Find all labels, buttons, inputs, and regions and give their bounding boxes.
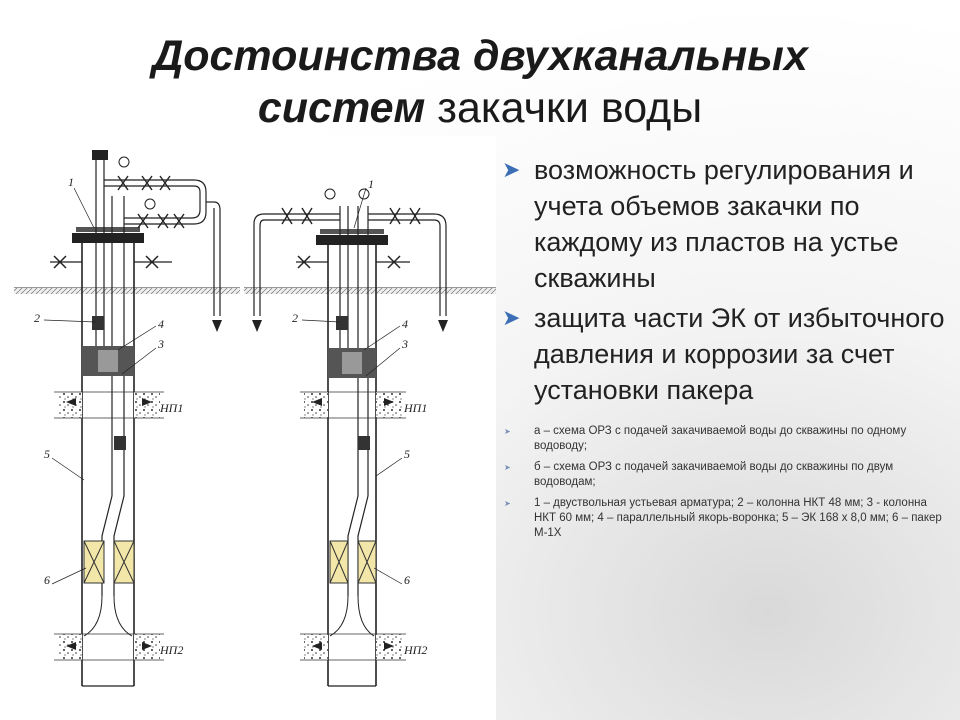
note-item xyxy=(500,460,950,490)
note-text: 1 – двуствольная устьевая арматура; 2 – колонна НКТ 48 мм; 3 - колонна НКТ 60 мм; 4 – параллельный якорь-воронка; 5 – ЭК 168 х 8,0 мм; 6 – пакер М-1Х xyxy=(534,497,942,539)
slide-title xyxy=(0,30,960,134)
label-5-a: 5 xyxy=(44,447,50,461)
title-bold-word: систем xyxy=(257,84,426,132)
label-1-b: 1 xyxy=(368,177,374,191)
label-2-a: 2 xyxy=(34,311,40,325)
chevron-right-icon: ➤ xyxy=(502,305,521,330)
note-item xyxy=(500,424,950,454)
note-item xyxy=(500,496,950,541)
title-rest: закачки воды xyxy=(425,84,703,132)
label-np1-a: НП1 xyxy=(160,401,184,415)
chevron-right-icon: ➤ xyxy=(504,499,511,508)
bullet-item xyxy=(500,300,950,408)
bullet-list xyxy=(500,152,950,541)
note-text: а – схема ОРЗ с подачей закачиваемой воды до скважины по одному водоводу; xyxy=(534,425,907,452)
chevron-right-icon: ➤ xyxy=(502,157,521,182)
scheme-b xyxy=(244,177,496,686)
well-schematic-figure xyxy=(14,136,496,720)
chevron-right-icon: ➤ xyxy=(504,463,511,472)
well-schematic-svg xyxy=(14,136,496,720)
title-line-1: Достоинства двухканальных xyxy=(152,32,808,80)
label-5-b: 5 xyxy=(404,447,410,461)
label-np1-b: НП1 xyxy=(404,401,428,415)
label-np2-b: НП2 xyxy=(404,643,428,657)
label-2-b: 2 xyxy=(292,311,298,325)
label-4-b: 4 xyxy=(402,317,408,331)
label-3-b: 3 xyxy=(402,337,408,351)
title-line-2 xyxy=(0,82,960,134)
bullet-text: защита части ЭК от избыточного давления и коррозии за счет установки пакера xyxy=(534,303,945,405)
label-4-a: 4 xyxy=(158,317,164,331)
label-1-a: 1 xyxy=(68,175,74,189)
note-text: б – схема ОРЗ с подачей закачиваемой воды до скважины по двум водоводам; xyxy=(534,461,894,488)
label-3-a: 3 xyxy=(158,337,164,351)
label-np2-a: НП2 xyxy=(160,643,184,657)
chevron-right-icon: ➤ xyxy=(504,427,511,436)
scheme-a xyxy=(14,150,240,686)
bullet-item xyxy=(500,152,950,296)
bullet-text: возможность регулирования и учета объемов закачки по каждому из пластов на устье скважины xyxy=(534,155,914,293)
label-6-b: 6 xyxy=(404,573,410,587)
label-6-a: 6 xyxy=(44,573,50,587)
